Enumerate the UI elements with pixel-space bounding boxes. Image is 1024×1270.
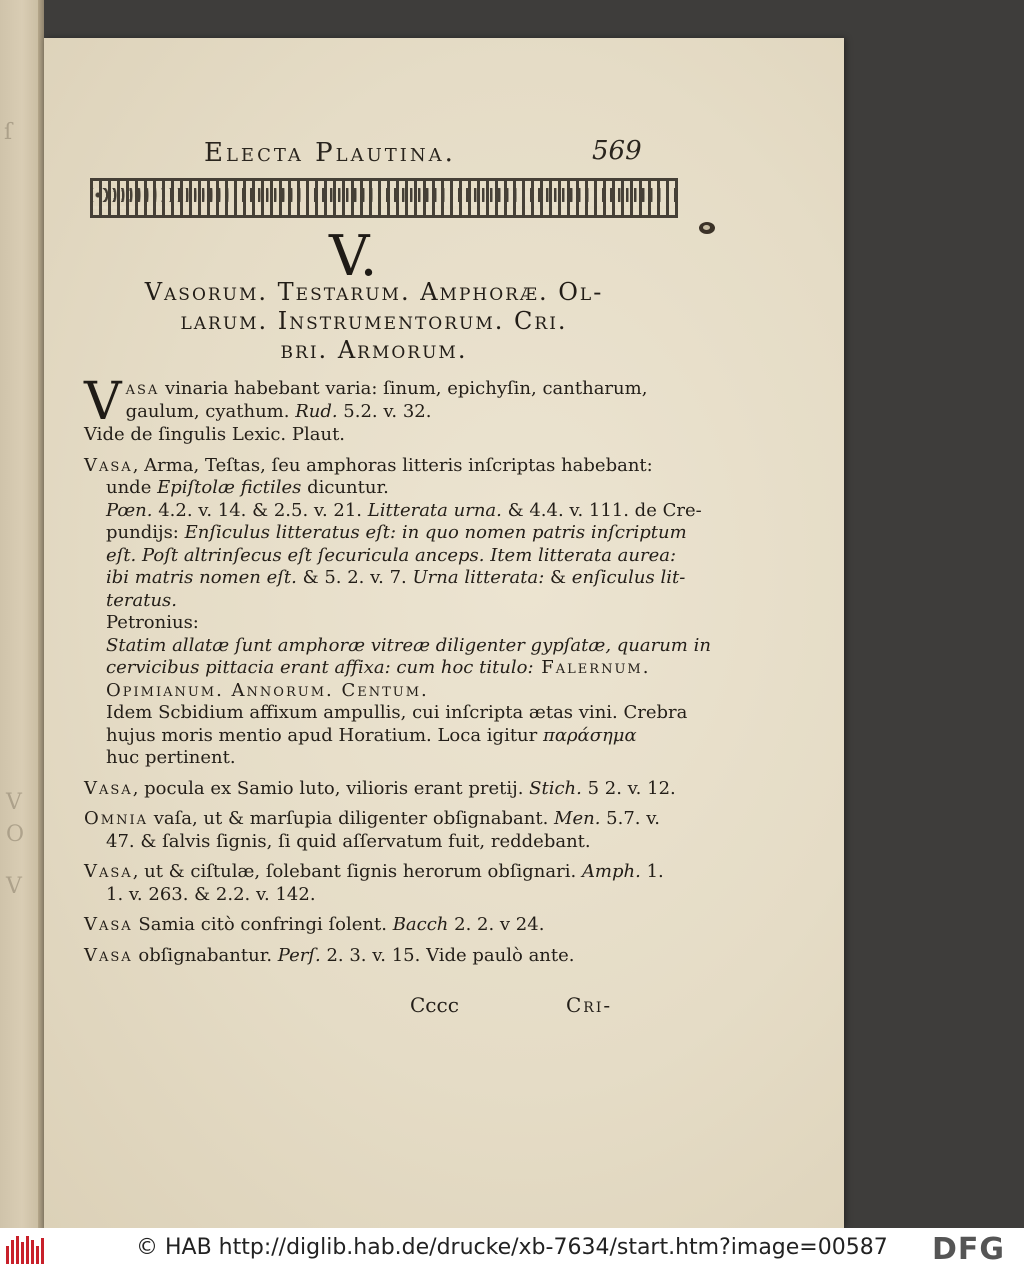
entry-text: 1. (640, 861, 664, 882)
entry-text: 2. 2. v 24. (448, 914, 545, 935)
entry-text: , Arma, Teſtas, ſeu amphoras litteris inſcriptas habebant: (132, 454, 653, 476)
citation: Stich. (529, 777, 582, 799)
bleed-through-mark: O (6, 822, 25, 847)
entry-paragraph (84, 808, 684, 853)
citation: Men. (554, 808, 601, 829)
entry-text: Petronius: (106, 612, 199, 633)
entry-italic: enſiculus lit- (571, 567, 686, 588)
running-title: Electa Plautina. (204, 138, 456, 168)
entry-text: vinaria habebant varia: ſinum, epichyſin, cantharum, (159, 378, 648, 399)
entry-text: Vide de ſingulis Lexic. Plaut. (84, 424, 346, 445)
drop-cap: V (84, 372, 122, 432)
entry-keyword: Vasa (84, 777, 133, 799)
entry-keyword: asa (125, 378, 160, 399)
citation: Bacch (392, 914, 449, 935)
citation: Perſ. (277, 944, 321, 966)
entry-keyword: Vasa (84, 944, 133, 966)
entry-text: vaſa, ut & marſupia diligenter obſignabant. (147, 808, 555, 829)
entry-keyword: Vasa (84, 454, 133, 476)
page-number: 569 (592, 136, 642, 166)
decorative-headpiece (90, 178, 678, 218)
entry-paragraph (84, 861, 684, 906)
entry-text: 5.2. v. 32. (337, 400, 432, 422)
entry-text: 2. 3. v. 15. Vide paulò ante. (320, 944, 575, 966)
catchword: Cri- (566, 993, 613, 1017)
entry-text: & (544, 567, 572, 588)
copyright-permalink[interactable]: © HAB http://diglib.hab.de/drucke/xb-7634/start.htm?image=00587 (136, 1235, 888, 1260)
entry-paragraph (84, 914, 684, 937)
entry-text: pundijs: (106, 522, 185, 543)
entry-text: Samia citò confringi ſolent. (132, 914, 393, 935)
adjacent-page-edge (0, 0, 44, 1228)
bleed-through-mark: ſ (4, 120, 13, 145)
entry-italic: cervicibus pittacia erant affixa: cum hoc titulo: (106, 657, 534, 678)
entry-italic: Epiſtolæ fictiles (157, 477, 302, 498)
section-letter: V. (329, 224, 378, 289)
entry-text: 4.2. v. 14. & 2.5. v. 21. (152, 499, 368, 521)
hab-logo-icon[interactable] (6, 1234, 46, 1264)
body-text (84, 372, 711, 967)
entry-paragraph (84, 778, 684, 801)
entry-text: hujus moris mentio apud Horatium. Loca igitur (106, 724, 543, 746)
citation: Pœn. (106, 499, 153, 521)
entry-text: gaulum, cyathum. (125, 400, 296, 422)
entry-text: Idem Scbidium affixum ampullis, cui inſcripta ætas vini. Crebra (106, 702, 688, 723)
entry-italic: ibi matris nomen eſt. (106, 567, 297, 588)
entry-keyword: Falernum. (533, 657, 651, 678)
greek-word: παράσημα (542, 724, 637, 746)
entry-italic: Enſiculus litteratus eſt: in quo nomen patris inſcriptum (184, 522, 687, 543)
entry-italic: Statim allatæ ſunt amphoræ vitreæ diligenter gypſatæ, quarum in (106, 634, 711, 656)
entry-text: 5 2. v. 12. (581, 777, 676, 799)
citation: Rud. (295, 400, 338, 422)
entry-text: 47. & ſalvis ſignis, ſi quid aſſervatum fuit, reddebant. (106, 830, 591, 852)
entry-text: & 5. 2. v. 7. (296, 567, 413, 588)
bleed-through-mark: V (6, 874, 22, 899)
heading-line: Vasorum. Testarum. Amphoræ. Ol- (144, 278, 604, 306)
entry-text: 1. v. 263. & 2.2. v. 142. (106, 883, 316, 905)
entry-paragraph (84, 372, 684, 447)
entry-italic: eſt. Poſt altrinſecus eſt ſecuricula anceps. Item litterata aurea: (106, 544, 677, 566)
heading-line: larum. Instrumentorum. Cri. (180, 307, 568, 335)
chapter-heading (74, 278, 674, 365)
entry-text: obſignabantur. (132, 944, 278, 966)
bleed-through-mark: V (6, 790, 22, 815)
entry-text: 5.7. v. (600, 808, 660, 829)
entry-paragraph (84, 945, 684, 968)
citation: Amph. (581, 861, 641, 882)
entry-text: , pocula ex Samio luto, vilioris erant pretij. (132, 777, 530, 799)
signature-mark: Cccc (410, 993, 459, 1017)
entry-keyword: Opimianum. Annorum. Centum. (106, 679, 429, 701)
heading-line: bri. Armorum. (280, 336, 468, 364)
entry-keyword: Vasa (84, 861, 133, 882)
entry-text: dicuntur. (301, 477, 389, 498)
entry-text: unde (106, 477, 158, 498)
entry-italic: teratus. (106, 589, 178, 611)
entry-text: huc pertinent. (106, 747, 236, 768)
ink-blot (699, 222, 715, 234)
book-page (44, 38, 844, 1228)
entry-text: & 4.4. v. 111. de Cre- (501, 499, 702, 521)
entry-italic: Litterata urna. (367, 499, 502, 521)
entry-keyword: Omnia (84, 808, 148, 829)
entry-keyword: Vasa (84, 914, 133, 935)
dfg-logo[interactable]: DFG (932, 1232, 1006, 1267)
entry-italic: Urna litterata: (412, 567, 545, 588)
entry-text: , ut & ciſtulæ, ſolebant ſignis herorum obſignari. (132, 861, 582, 882)
viewer-footer (0, 1228, 1024, 1270)
entry-paragraph (84, 454, 711, 770)
